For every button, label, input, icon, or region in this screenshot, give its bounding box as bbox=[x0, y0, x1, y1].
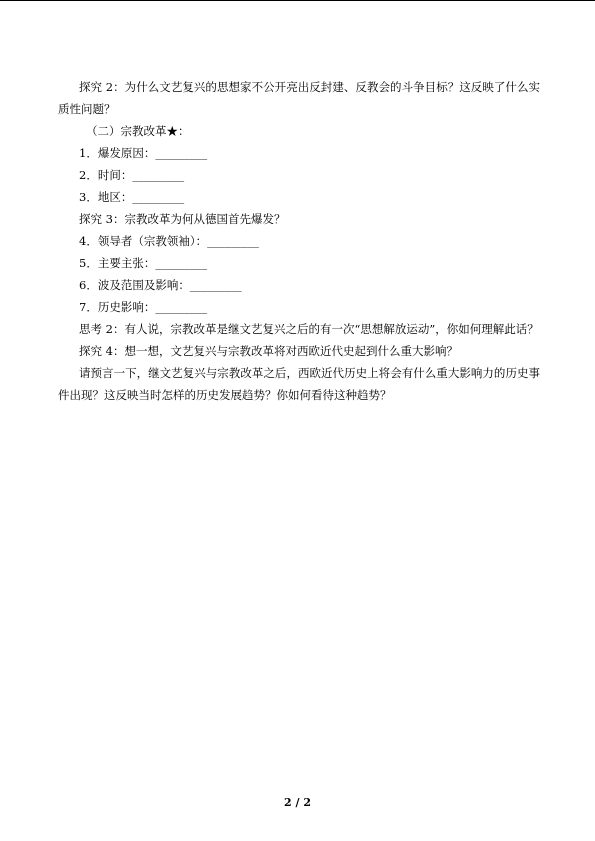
item-1: 1．爆发原因：_________ bbox=[79, 146, 208, 160]
document-body bbox=[58, 76, 540, 406]
item-4: 4．领导者（宗教领袖）：_________ bbox=[79, 234, 259, 248]
prediction-question: 请预言一下，继文艺复兴与宗教改革之后，西欧近代历史上将会有什么重大影响力的历史事件出现？这反映当时怎样的历史发展趋势？你如何看待这种趋势？ bbox=[58, 366, 540, 402]
item-3: 3．地区：_________ bbox=[79, 190, 185, 204]
reflection-2: 思考 2：有人说，宗教改革是继文艺复兴之后的有一次“思想解放运动”，你如何理解此话？ bbox=[79, 322, 539, 336]
item-2: 2．时间：_________ bbox=[79, 168, 185, 182]
item-7: 7．历史影响：_________ bbox=[79, 300, 208, 314]
page-number: 2 / 2 bbox=[284, 796, 311, 809]
inquiry-2: 探究 2：为什么文艺复兴的思想家不公开亮出反封建、反教会的斗争目标？这反映了什么实质性问题？ bbox=[58, 80, 540, 116]
section-heading-reformation: （二）宗教改革★： bbox=[86, 124, 190, 138]
top-rule bbox=[0, 0, 595, 1]
inquiry-4: 探究 4：想一想，文艺复兴与宗教改革将对西欧近代史起到什么重大影响？ bbox=[79, 344, 458, 358]
item-5: 5．主要主张：_________ bbox=[79, 256, 208, 270]
inquiry-3: 探究 3：宗教改革为何从德国首先爆发？ bbox=[79, 212, 286, 226]
item-6: 6．波及范围及影响：_________ bbox=[79, 278, 242, 292]
